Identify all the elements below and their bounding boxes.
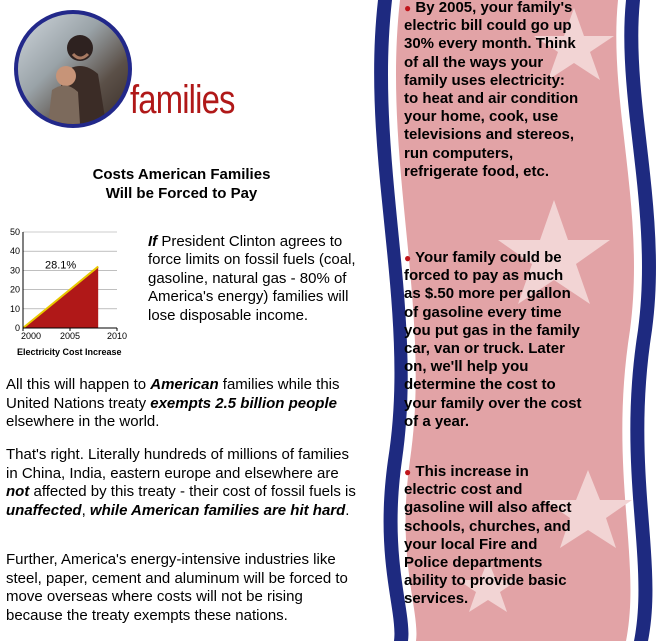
p1-text-c: families while this United Nations treaty [6,376,340,412]
p2-hit-hard: while American families are hit hard [89,501,346,519]
chart-x-tick-label: 2000 [20,331,42,341]
headline [50,165,313,203]
p2-not: not [6,483,30,500]
intro-if: If [148,233,158,250]
families-banner-word: families [130,78,235,122]
bullet-text: Your family could be forced to pay as much as $.50 more per gallon of gasoline every time you put gas in the family car, van or truck. Later on, we'll help you determine the cost to your family over the cost of a year. [404,249,582,430]
bullet-dot-icon: ● [404,251,412,265]
bullet-public-services [404,463,582,609]
p2-text-c: affected by this treaty - their cost of fossil fuels is [29,483,356,500]
electricity-cost-chart [5,226,143,344]
p1-exempts: exempts 2.5 billion people [150,394,337,412]
bullet-text: This increase in electric cost and gasoline will also affect schools, churches, and your local Fire and Police departments ability to provide basic services. [404,463,572,608]
p1-text-a: All this will happen to [6,376,151,393]
chart-y-tick-label: 20 [9,284,20,295]
paragraph-american-families [6,376,358,432]
bullet-gasoline [404,249,582,431]
chart-y-tick-label: 30 [9,265,20,276]
paragraph-other-nations [6,446,358,520]
p2-unaffected: unaffected [6,501,82,519]
chart-x-tick-label: 2010 [106,331,128,341]
intro-text: President Clinton agrees to force limits on fossil fuels (coal, gasoline, natural gas - 80% of America's energy) families will lose disposable income. [148,233,356,324]
headline-line-2: Will be Forced to Pay [105,185,258,202]
intro-paragraph [148,233,358,325]
chart-x-tick-label: 2005 [59,331,81,341]
headline-line-1: Costs American Families [92,166,271,183]
chart-y-tick-label: 50 [9,227,20,237]
chart-y-tick-label: 10 [9,303,20,314]
p1-text-e: elsewhere in the world. [6,413,160,430]
chart-annotation-label: 28.1% [44,259,77,272]
p2-text-e: , [81,501,90,519]
bullet-dot-icon: ● [404,1,412,15]
family-photo [14,10,132,128]
p2-text-g: . [345,501,350,519]
chart-y-tick-label: 40 [9,246,20,257]
p1-american: American [150,376,219,393]
paragraph-industries: Further, America's energy-intensive industries like steel, paper, cement and aluminum will be forced to move overseas where costs will not be rising because the treaty exempts these nations. [6,551,348,624]
chart-y-tick-label: 0 [14,323,20,333]
chart-caption: Electricity Cost Increase [17,347,122,357]
bullet-electric-bill [404,0,582,181]
p2-text-a: That's right. Literally hundreds of millions of families in China, India, eastern europe and elsewhere are [6,446,350,482]
bullet-dot-icon: ● [404,465,412,479]
bullet-text: By 2005, your family's electric bill could go up 30% every month. Think of all the ways your family uses electricity: to heat and air condition your home, cook, use televisions and stereos, run computers, refrigerate food, etc. [404,0,579,180]
